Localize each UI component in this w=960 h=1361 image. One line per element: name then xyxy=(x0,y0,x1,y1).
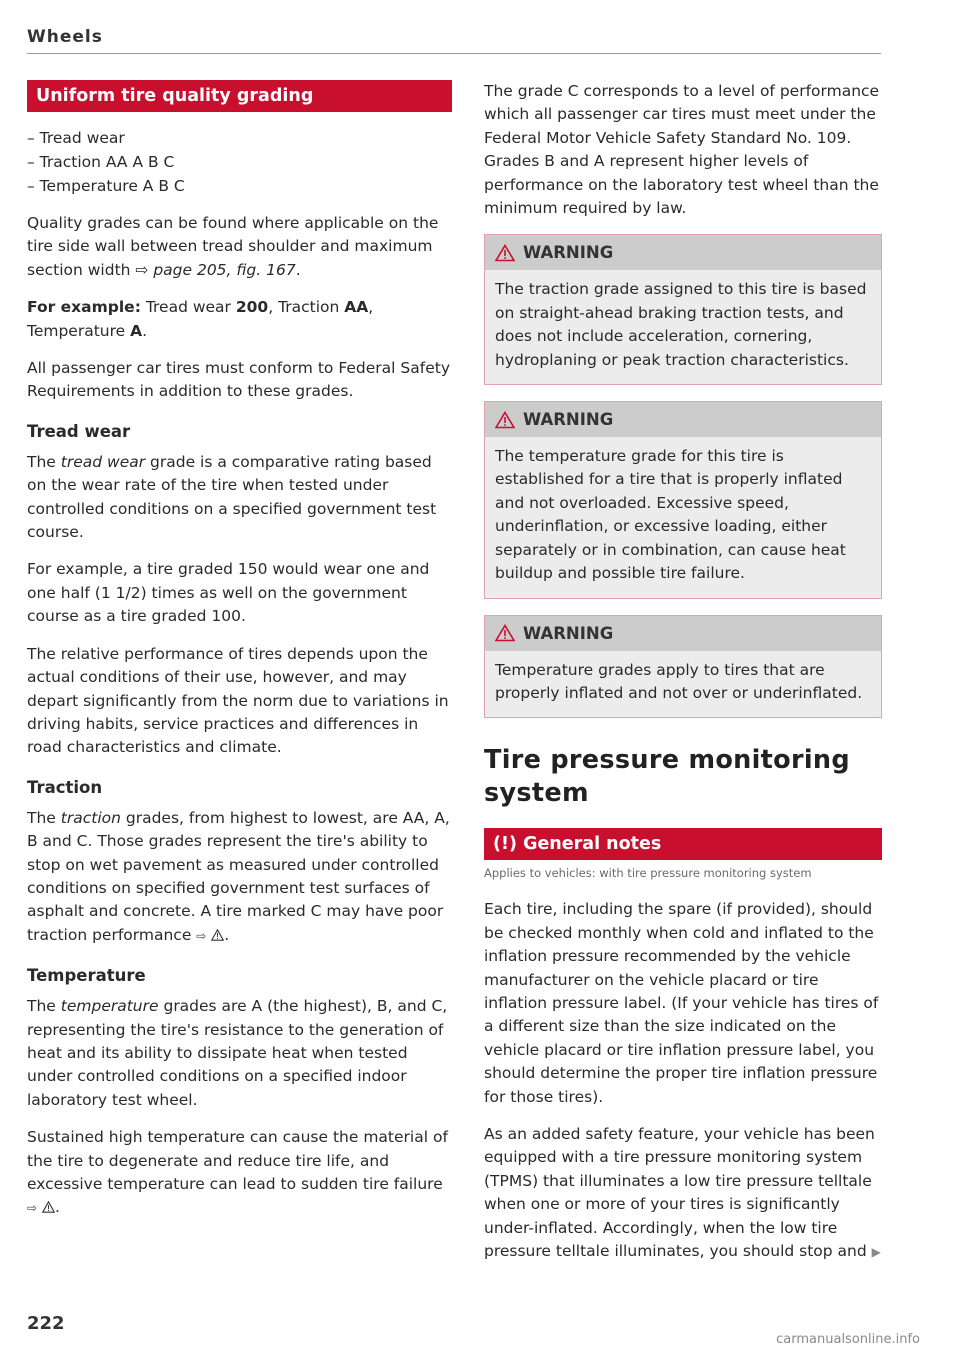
warning-text: Temperature grades apply to tires that are properly inflated and not over or underinflated. xyxy=(495,660,863,702)
subheading-tread-wear: Tread wear xyxy=(27,421,131,441)
warning-triangle-icon[interactable] xyxy=(211,929,224,941)
paragraph: Each tire, including the spare (if provided), should be checked monthly when cold and inflated to the inflation pressure recommended by the vehicle manufacturer on the vehicle placard or tire inflation pressure label. (If your vehicle has tires of a different size than the size indicated on the vehicle placard or tire inflation pressure label, you should determine the proper tire inflation pressure for those tires). xyxy=(484,900,879,1106)
page-reference-link[interactable]: ⇨ page 205, fig. 167 xyxy=(135,260,296,279)
paragraph: For example, a tire graded 150 would wear one and one half (1 1/2) times as well on the government course as a tire graded 100. xyxy=(27,560,430,626)
section-heading-tire-grading: Uniform tire quality grading xyxy=(27,80,452,112)
subheading-temperature: Temperature xyxy=(27,966,146,986)
right-column xyxy=(484,80,882,1278)
warning-triangle-icon[interactable] xyxy=(42,1201,55,1213)
warning-text: The traction grade assigned to this tire is based on straight-ahead braking traction tests, and does not include acceleration, cornering, hydroplaning or peak traction characteristics. xyxy=(495,280,867,369)
watermark: carmanualsonline.info xyxy=(776,1332,920,1347)
attention-icon: (!) xyxy=(493,834,517,855)
paragraph: The temperature grades are A (the highest), B, and C, representing the tire's resistance to the generation of heat and its ability to dissipate heat when tested under controlled conditions on a specified indoor laboratory test wheel. xyxy=(27,997,448,1109)
warning-triangle-icon xyxy=(495,244,515,262)
paragraph: The grade C corresponds to a level of performance which all passenger car tires must meet under the Federal Motor Vehicle Safety Standard No. 109. Grades B and A represent higher levels of performance on the laboratory test wheel than the minimum required by law. xyxy=(484,82,880,218)
paragraph: The tread wear grade is a comparative rating based on the wear rate of the tire when tested under controlled conditions on a specified government test course. xyxy=(27,452,437,542)
warning-reference-link[interactable]: ⇨ xyxy=(27,1201,38,1216)
left-column xyxy=(27,80,452,1235)
warning-header xyxy=(485,235,881,270)
paragraph: As an added safety feature, your vehicle has been equipped with a tire pressure monitoring system (TPMS) that illuminates a low tire pressure telltale when one or more of your tires is significantly under-inflated. Accordingly, when the low tire pressure telltale illuminates, you should stop and ▶ xyxy=(484,1124,881,1260)
warning-reference-link[interactable]: ⇨ xyxy=(196,928,207,943)
list-item: – Tread wear xyxy=(27,129,125,147)
list-item: – Traction AA A B C xyxy=(27,153,175,171)
warning-title: WARNING xyxy=(523,623,614,643)
subheading-traction: Traction xyxy=(27,777,103,797)
warning-box xyxy=(484,234,882,385)
chapter-title: Tire pressure monitoring system xyxy=(484,745,850,809)
page-number: 222 xyxy=(27,1313,65,1334)
example-paragraph: For example: Tread wear 200, Traction AA, Temperature A. xyxy=(27,298,374,340)
continue-arrow-icon: ▶ xyxy=(871,1245,881,1259)
warning-header xyxy=(485,402,881,437)
paragraph: All passenger car tires must conform to Federal Safety Requirements in addition to these grades. xyxy=(27,359,450,401)
warning-text: The temperature grade for this tire is established for a tire that is properly inflated and not overloaded. Excessive speed, underinflation, or excessive loading, either separately or in combination, can cause heat buildup and possible tire failure. xyxy=(495,447,846,583)
warning-triangle-icon xyxy=(495,624,515,642)
header-divider xyxy=(27,53,881,54)
warning-triangle-icon xyxy=(495,411,515,429)
warning-title: WARNING xyxy=(523,410,614,430)
paragraph: Quality grades can be found where applicable on the tire side wall between tread shoulder and maximum section width ⇨ page 205, fig. 167. xyxy=(27,214,439,279)
paragraph: The traction grades, from highest to lowest, are AA, A, B and C. Those grades represent the tire's ability to stop on wet pavement as measured under controlled conditions on specified government test surfaces of asphalt and concrete. A tire marked C may have poor traction performance ⇨ . xyxy=(27,808,450,944)
warning-title: WARNING xyxy=(523,243,614,263)
paragraph: Sustained high temperature can cause the material of the tire to degenerate and reduce tire life, and excessive temperature can lead to sudden tire failure ⇨ . xyxy=(27,1128,448,1217)
list-item: – Temperature A B C xyxy=(27,177,185,195)
applies-to-note: Applies to vehicles: with tire pressure monitoring system xyxy=(484,866,812,881)
example-label: For example: xyxy=(27,298,141,317)
paragraph: The relative performance of tires depends upon the actual conditions of their use, however, and may depart significantly from the norm due to variations in driving habits, service practices and differences in road characteristics and climate. xyxy=(27,644,449,757)
warning-box xyxy=(484,401,882,598)
section-heading-general-notes: (!) General notes xyxy=(484,828,882,860)
grade-list xyxy=(27,126,452,198)
warning-header xyxy=(485,616,881,651)
section-header: Wheels xyxy=(27,27,103,47)
warning-box xyxy=(484,615,882,719)
